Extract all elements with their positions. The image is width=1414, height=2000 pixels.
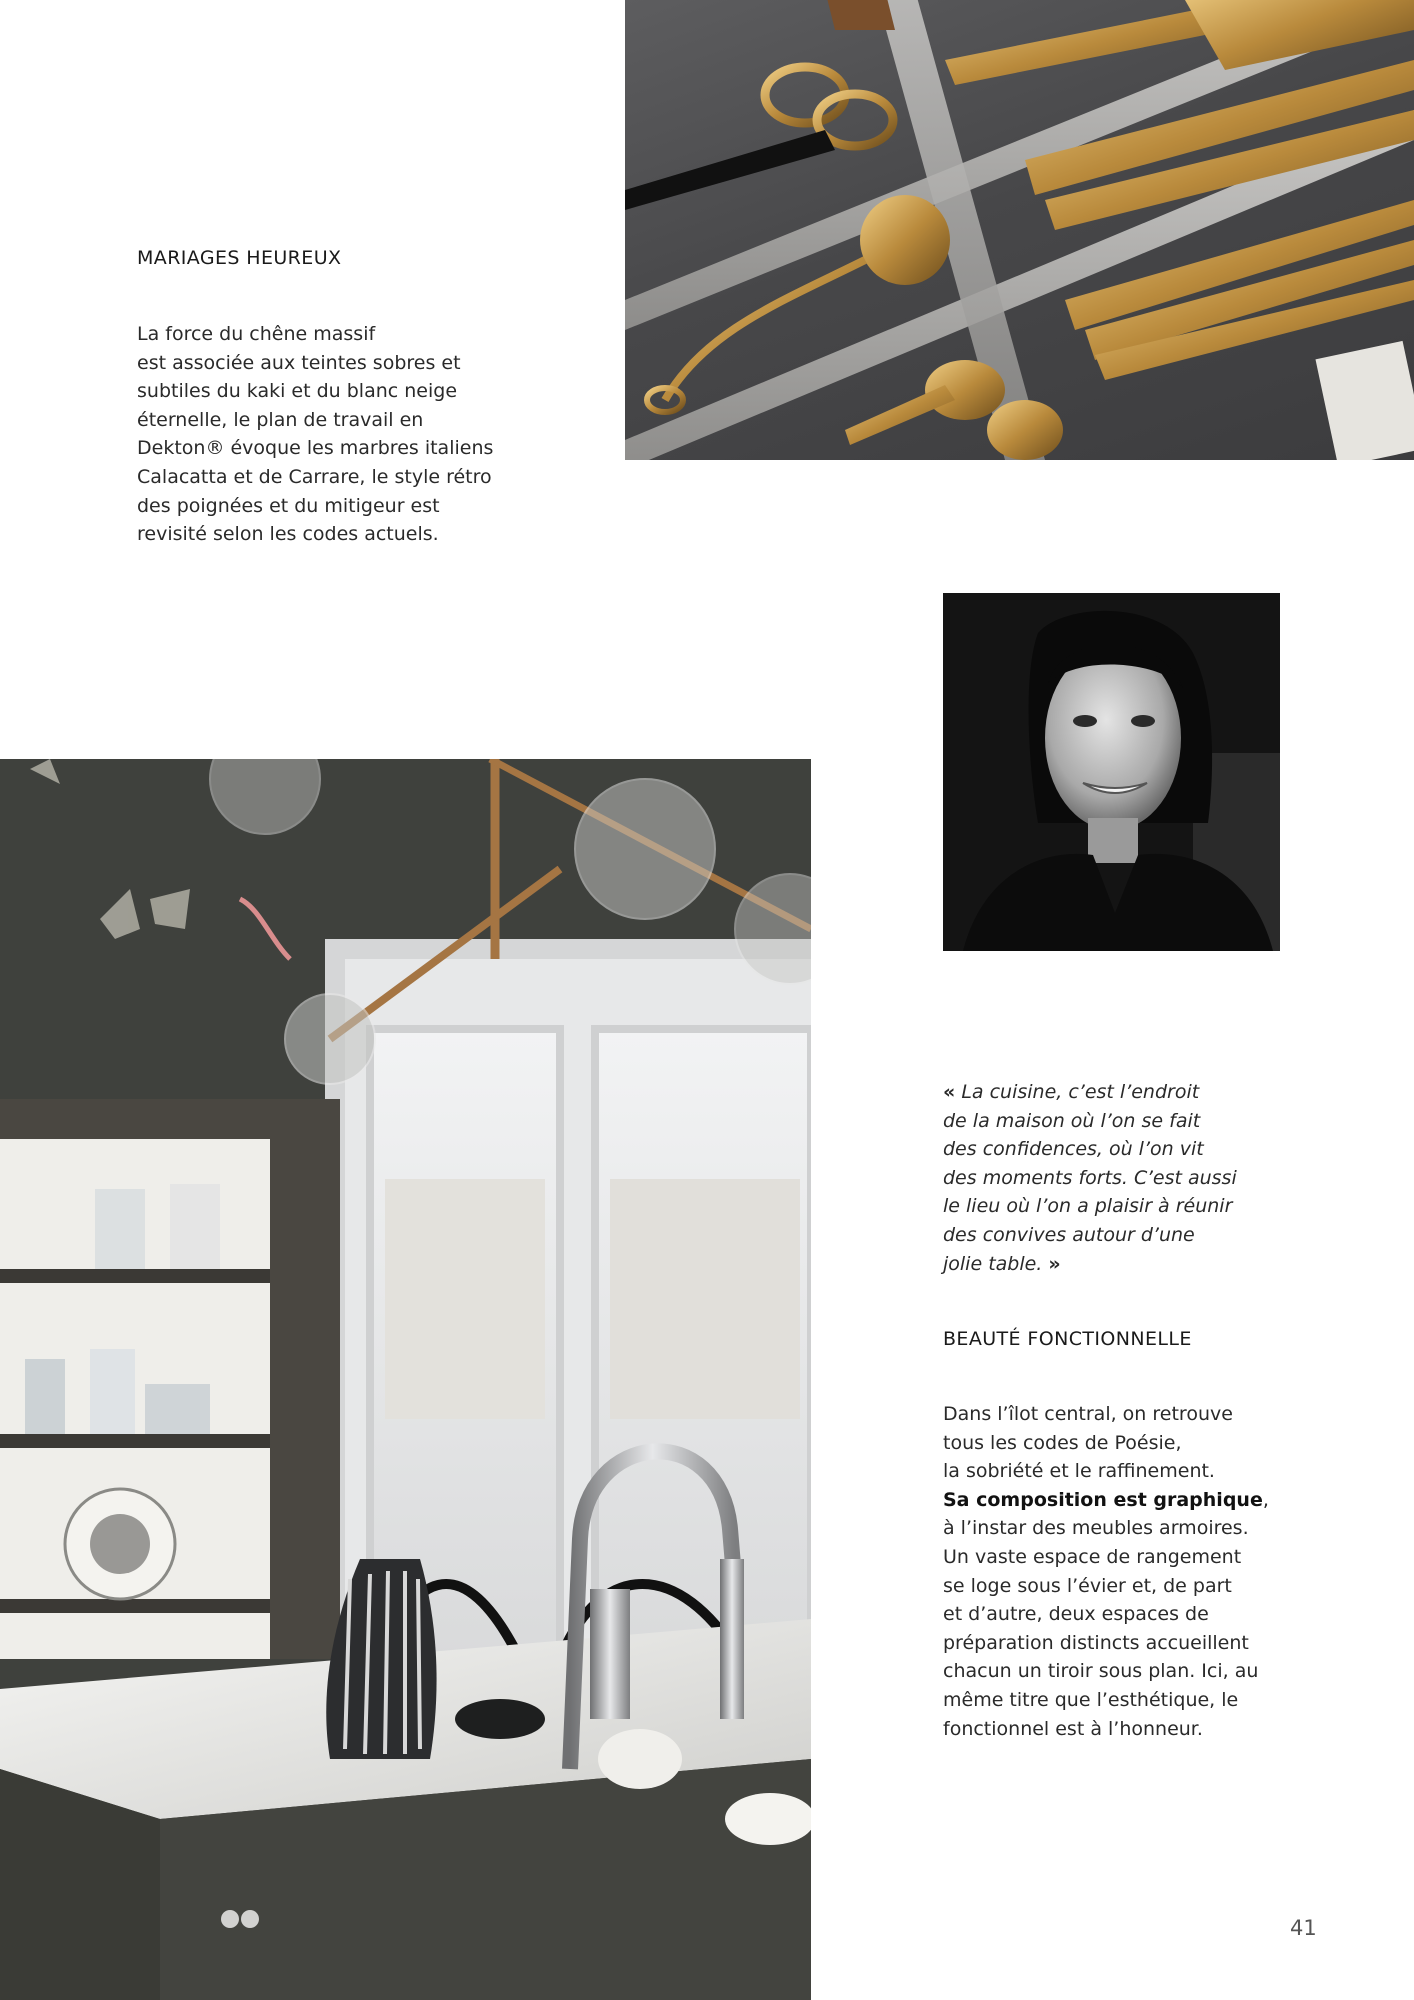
body-line: à l’instar des meubles armoires. [943,1517,1249,1540]
quote-line [943,1250,1237,1279]
kitchen-illustration [0,759,811,2000]
body-line: la sobriété et le raffinement. [943,1460,1215,1483]
body-line: Un vaste espace de rangement [943,1545,1242,1568]
quote-line: des moments forts. C’est aussi [943,1166,1237,1189]
body-line: La force du chêne massif [137,323,376,345]
body-line: se loge sous l’évier et, de part [943,1574,1232,1597]
page-number: 41 [1290,1916,1317,1940]
body-line: revisité selon les codes actuels. [137,523,439,546]
section-heading-beaute-fonctionnelle: BEAUTÉ FONCTIONNELLE [943,1328,1192,1350]
bold-suffix: , [1262,1488,1269,1511]
quote-text: La cuisine, c’est l’endroit [961,1081,1200,1103]
body-line: fonctionnel est à l’honneur. [943,1717,1203,1740]
body-line: préparation distincts accueillent [943,1631,1249,1654]
body-line: chacun un tiroir sous plan. Ici, au [943,1660,1259,1683]
kitchen-island-photo [0,759,811,2000]
designer-quote [943,1078,1237,1278]
portrait-illustration [943,593,1280,951]
body-line: tous les codes de Poésie, [943,1431,1182,1454]
quote-close-mark: » [1048,1252,1061,1275]
body-line: est associée aux teintes sobres et [137,351,461,374]
section-heading-mariages-heureux: MARIAGES HEUREUX [137,247,342,269]
quote-open-mark: « [943,1081,956,1103]
designer-portrait-photo [943,593,1280,951]
section-body-beaute-fonctionnelle [943,1400,1269,1743]
quote-line: des convives autour d’une [943,1223,1195,1246]
body-line: des poignées et du mitigeur est [137,494,440,517]
cutlery-drawer-illustration [625,0,1414,460]
body-line: subtiles du kaki et du blanc neige [137,380,458,403]
body-line: même titre que l’esthétique, le [943,1688,1239,1711]
quote-line: le lieu où l’on a plaisir à réunir [943,1195,1233,1218]
bold-emphasis: Sa composition est graphique [943,1488,1263,1511]
body-line [943,1486,1269,1515]
body-line: Dans l’îlot central, on retrouve [943,1403,1233,1425]
body-line: Dekton® évoque les marbres italiens [137,437,494,460]
quote-line [943,1078,1237,1107]
quote-text: jolie table. [943,1252,1043,1275]
body-line: Calacatta et de Carrare, le style rétro [137,465,492,488]
section-body-mariages-heureux [137,320,493,549]
cutlery-drawer-photo [625,0,1414,460]
body-line: et d’autre, deux espaces de [943,1603,1209,1626]
quote-line: des confidences, où l’on vit [943,1138,1204,1161]
quote-line: de la maison où l’on se fait [943,1109,1201,1132]
body-line: éternelle, le plan de travail en [137,408,424,431]
